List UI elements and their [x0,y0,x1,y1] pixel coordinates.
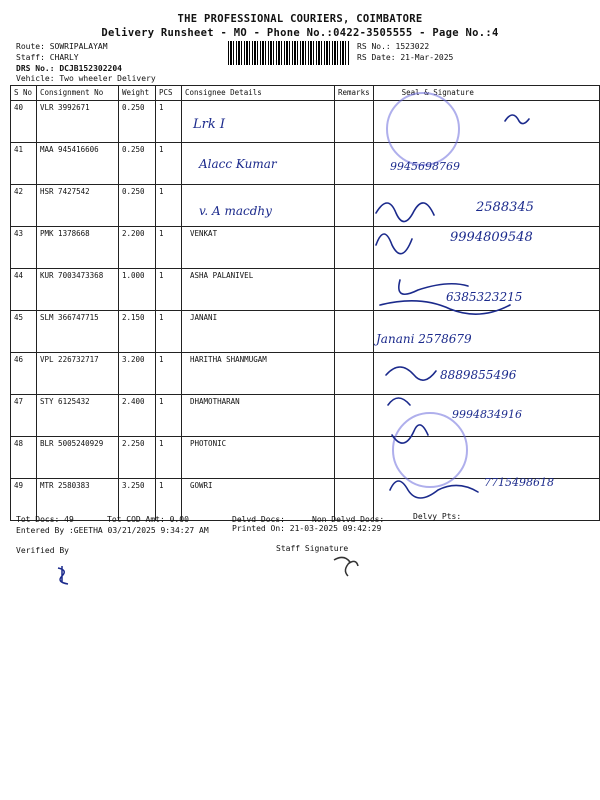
cell-remarks [335,311,374,353]
signature-stroke [388,398,410,405]
total-cod: Tot COD Amt: 0.00 [107,515,189,524]
delivered-docs: Delvd Docs: [232,515,285,524]
runsheet-subtitle: Delivery Runsheet - MO - Phone No.:0422-3505555 - Page No.:4 [101,27,499,39]
col-header-weight: Weight [119,86,156,101]
cell-weight: 2.200 [119,227,156,269]
handwritten-name: Lrk I [193,117,225,132]
cell-consignee: PHOTONIC [182,437,335,479]
staff-label: Staff: CHARLY [16,53,79,62]
cell-weight: 0.250 [119,143,156,185]
signature-phone: 6385323215 [446,290,523,304]
cell-pcs: 1 [156,185,182,227]
cell-consignment: KUR 7003473368 [37,269,119,311]
col-header-pcs: PCS [156,86,182,101]
cell-weight: 2.250 [119,437,156,479]
signature-stroke [386,367,436,380]
col-header-consignment: Consignment No [37,86,119,101]
cell-consignee: VENKAT [182,227,335,269]
cell-sno: 46 [11,353,37,395]
cell-sno: 47 [11,395,37,437]
cell-consignment: PMK 1378668 [37,227,119,269]
cell-consignment: HSR 7427542 [37,185,119,227]
cell-sno: 42 [11,185,37,227]
signature-phone: 2588345 [476,200,534,215]
cell-consignee: JANANI [182,311,335,353]
non-delivered-docs: Non Delvd Docs: [312,515,385,524]
col-header-consignee: Consignee Details [182,86,335,101]
route-label: Route: SOWRIPALAYAM [16,42,108,51]
cell-weight: 1.000 [119,269,156,311]
cell-consignee: ASHA PALANIVEL [182,269,335,311]
signature-phone: 9994809548 [450,230,533,245]
signature-phone: Janani 2578679 [376,332,472,346]
cell-pcs: 1 [156,395,182,437]
cell-consignment: VLR 3992671 [37,101,119,143]
signature-stroke [390,481,478,498]
cell-pcs: 1 [156,227,182,269]
col-header-remarks: Remarks [335,86,374,101]
cell-sno: 41 [11,143,37,185]
cell-consignee [182,101,335,143]
signature-phone: 7715498618 [484,476,554,489]
cell-weight: 0.250 [119,185,156,227]
cell-remarks [335,437,374,479]
barcode [228,41,350,65]
staff-signature [330,552,362,578]
cell-remarks [335,395,374,437]
cell-sno: 40 [11,101,37,143]
cell-pcs: 1 [156,311,182,353]
cell-weight: 2.150 [119,311,156,353]
cell-sno: 49 [11,479,37,521]
delivery-points: Delvy Pts: [413,512,462,521]
cell-consignee: DHAMOTHARAN [182,395,335,437]
cell-remarks [335,227,374,269]
cell-consignment: MTR 2580383 [37,479,119,521]
signature-overlay [370,95,598,515]
cell-sno: 44 [11,269,37,311]
signature-phone: 9945698769 [390,160,460,173]
cell-pcs: 1 [156,353,182,395]
handwritten-name: Alacc Kumar [199,157,277,171]
entered-by: Entered By :GEETHA 03/21/2025 9:34:27 AM [16,526,209,535]
cell-weight: 2.400 [119,395,156,437]
staff-signature-label: Staff Signature [276,544,349,553]
vehicle-label: Vehicle: Two wheeler Delivery [16,74,156,83]
cell-remarks [335,185,374,227]
cell-pcs: 1 [156,479,182,521]
cell-remarks [335,143,374,185]
rs-date-label: RS Date: 21-Mar-2025 [357,53,454,62]
cell-consignment: VPL 226732717 [37,353,119,395]
cell-pcs: 1 [156,143,182,185]
handwritten-name: v. A macdhy [199,204,272,218]
cell-sno: 48 [11,437,37,479]
total-docs: Tot Docs: 49 [16,515,74,524]
company-title: THE PROFESSIONAL COURIERS, COIMBATORE [177,13,423,25]
cell-consignment: STY 6125432 [37,395,119,437]
verified-by-label: Verified By [16,546,69,555]
cell-pcs: 1 [156,101,182,143]
cell-remarks [335,353,374,395]
rs-no-label: RS No.: 1523022 [357,42,430,51]
cell-consignment: SLM 366747715 [37,311,119,353]
signature-stroke [505,115,529,124]
cell-weight: 3.200 [119,353,156,395]
cell-consignment: MAA 945416606 [37,143,119,185]
signature-stroke [392,425,428,443]
cell-remarks [335,101,374,143]
verifier-signature [52,562,76,586]
cell-remarks [335,269,374,311]
signature-stroke [376,234,412,254]
cell-consignee [182,143,335,185]
cell-sno: 43 [11,227,37,269]
cell-consignment: BLR 5005240929 [37,437,119,479]
signature-phone: 8889855496 [440,368,517,382]
drs-label: DRS No.: DCJB152302204 [16,64,122,73]
cell-consignee [182,185,335,227]
cell-consignee: HARITHA SHANMUGAM [182,353,335,395]
col-header-sno: S No [11,86,37,101]
printed-on: Printed On: 21-03-2025 09:42:29 [232,524,382,533]
cell-weight: 3.250 [119,479,156,521]
col-header-signature: Seal & Signature [373,86,599,101]
signature-phone: 9994834916 [452,408,522,421]
cell-consignee: GOWRI [182,479,335,521]
signature-stroke [376,203,434,222]
cell-sno: 45 [11,311,37,353]
cell-weight: 0.250 [119,101,156,143]
cell-pcs: 1 [156,269,182,311]
cell-pcs: 1 [156,437,182,479]
